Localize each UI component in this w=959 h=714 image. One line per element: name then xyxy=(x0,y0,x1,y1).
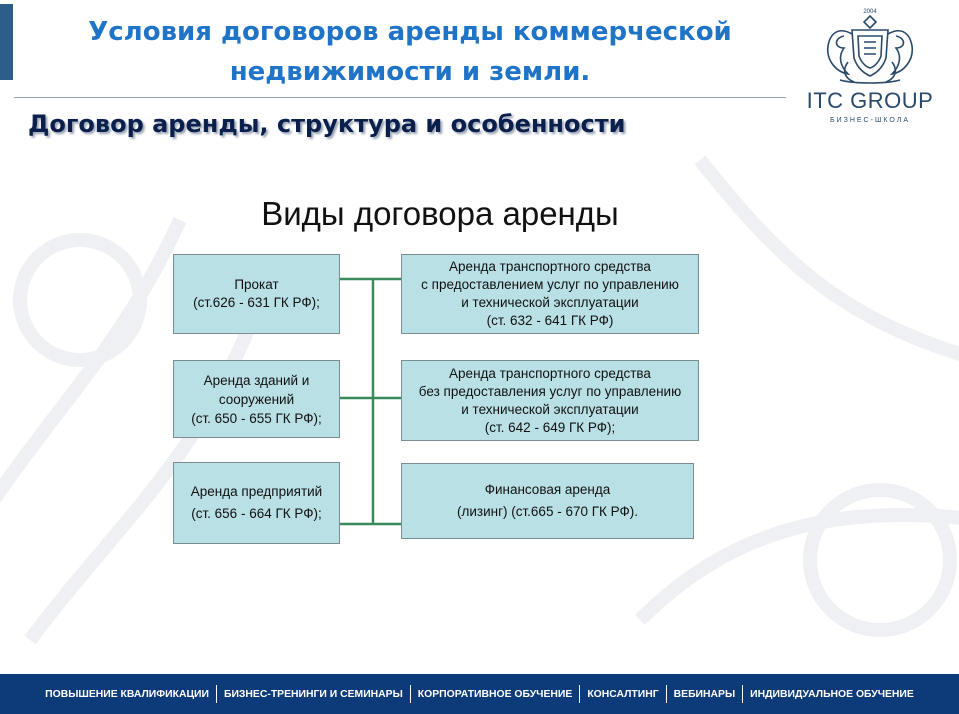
box-line: с предоставлением услуг по управлению xyxy=(421,277,679,292)
box-line: Аренда предприятий xyxy=(190,484,323,499)
footer-link-corporate[interactable]: КОРПОРАТИВНОЕ ОБУЧЕНИЕ xyxy=(417,688,573,700)
logo-name: ITC GROUP xyxy=(806,88,934,113)
box-line: без предоставления услуг по управлению xyxy=(418,383,682,399)
lease-type-box-vehicle-with-crew xyxy=(401,254,699,334)
box-line: (ст. 632 - 641 ГК РФ) xyxy=(486,313,614,328)
logo-tagline: БИЗНЕС-ШКОЛА xyxy=(829,117,910,124)
footer-link-qualification[interactable]: ПОВЫШЕНИЕ КВАЛИФИКАЦИИ xyxy=(45,688,209,700)
footer-link-individual[interactable]: ИНДИВИДУАЛЬНОЕ ОБУЧЕНИЕ xyxy=(750,688,914,700)
box-line: Прокат xyxy=(234,277,279,292)
footer-link-webinars[interactable]: ВЕБИНАРЫ xyxy=(673,688,736,700)
box-line: Финансовая аренда xyxy=(484,482,611,497)
box-line: (ст.626 - 631 ГК РФ); xyxy=(193,295,320,310)
lease-type-box-vehicle-without-crew xyxy=(401,360,699,441)
box-line: и технической эксплуатации xyxy=(461,295,639,310)
lease-type-box-rental xyxy=(173,254,340,334)
footer-link-trainings[interactable]: БИЗНЕС-ТРЕНИНГИ И СЕМИНАРЫ xyxy=(223,688,403,700)
box-line: и технической эксплуатации xyxy=(461,401,639,417)
lease-type-box-financial-leasing xyxy=(401,463,694,539)
title-line-2: недвижимости и земли. xyxy=(229,57,591,87)
box-line: (ст. 650 - 655 ГК РФ); xyxy=(191,410,322,426)
box-line: Аренда транспортного средства xyxy=(449,259,651,274)
box-line: (лизинг) (ст.665 - 670 ГК РФ). xyxy=(456,504,639,519)
box-line: (ст. 656 - 664 ГК РФ); xyxy=(191,506,322,521)
logo-year: 2004 xyxy=(863,9,877,15)
title-line-1: Условия договоров аренды коммерческой xyxy=(88,17,732,47)
lease-type-box-buildings xyxy=(173,360,340,438)
footer-nav xyxy=(0,674,959,714)
box-line: сооружений xyxy=(218,391,295,407)
lease-type-box-enterprises xyxy=(173,462,340,544)
diagram-title: Виды договора аренды xyxy=(261,195,619,232)
box-line: Аренда транспортного средства xyxy=(449,365,651,381)
box-line: (ст. 642 - 649 ГК РФ); xyxy=(484,419,616,435)
box-line: Аренда зданий и xyxy=(203,372,310,388)
footer-link-consulting[interactable]: КОНСАЛТИНГ xyxy=(587,688,659,700)
slide-subtitle: Договор аренды, структура и особенности xyxy=(28,110,626,138)
